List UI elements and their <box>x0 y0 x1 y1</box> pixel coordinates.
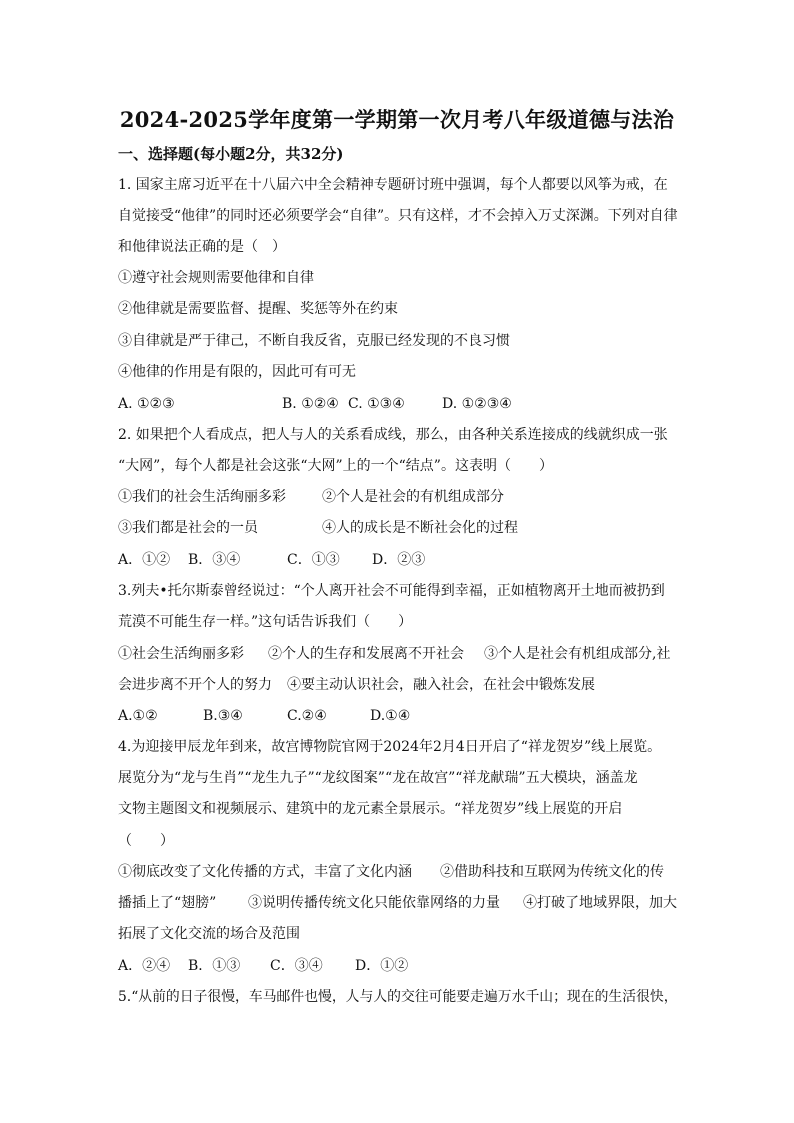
q3-stem-line-1: 3.列夫•托尔斯泰曾经说过：“个人离开社会不可能得到幸福，正如植物离开土地而被扔到 <box>118 583 665 599</box>
q3-option-b: B.③④ <box>203 708 243 724</box>
q3-stem-line-2: 荒漠不可能生存一样。”这句话告诉我们（ ） <box>118 614 413 630</box>
q4-statement-4-cont: 拓展了文化交流的场合及范围 <box>118 926 300 942</box>
q2-stem-line-1: 2. 如果把个人看成点，把人与人的关系看成线，那么，由各种关系连接成的线就织成一张 <box>118 427 668 443</box>
q4-statement-4: ④打破了地域界限，加大 <box>523 895 677 911</box>
q3-option-d: D.①④ <box>370 708 411 724</box>
q5-stem-line-1: 5.“从前的日子很慢，车马邮件也慢，人与人的交往可能要走遍万水千山；现在的生活很快， <box>118 989 678 1005</box>
q4-statement-3: ③说明传播传统文化只能依靠网络的力量 <box>248 895 500 911</box>
q4-statement-1: ①彻底改变了文化传播的方式，丰富了文化内涵 <box>118 864 412 880</box>
q3-option-c: C.②④ <box>287 708 327 724</box>
q4-stem-line-1: 4.为迎接甲辰龙年到来，故宫博物院官网于2024年2月4日开启了“祥龙贺岁”线上展览。 <box>118 739 662 755</box>
q2-stem-line-2: “大网”，每个人都是社会这张“大网”上的一个“结点”。这表明（ ） <box>118 458 553 474</box>
q1-option-a: A. ①②③ <box>118 396 175 412</box>
q4-option-a: A．②④ <box>118 958 171 974</box>
q2-statement-2: ②个人是社会的有机组成部分 <box>322 489 504 505</box>
q1-stem-line-3: 和他律说法正确的是（ ） <box>118 239 286 255</box>
q4-stem-line-2: 展览分为“龙与生肖”“龙生九子”“龙纹图案”“龙在故宫”“祥龙献瑞”五大模块，涵盖龙 <box>118 770 638 786</box>
q2-statement-3: ③我们都是社会的一员 <box>118 520 258 536</box>
q4-stem-line-3: 文物主题图文和视频展示、建筑中的龙元素全景展示。“祥龙贺岁”线上展览的开启 <box>118 801 623 817</box>
q3-statement-3: ③个人是社会有机组成部分,社 <box>484 646 671 662</box>
q1-option-d: D. ①②③④ <box>442 396 512 412</box>
q3-statement-3-cont: 会进步离不开个人的努力 <box>118 677 272 693</box>
q3-statement-2: ②个人的生存和发展离不开社会 <box>268 646 464 662</box>
q1-statement-1: ①遵守社会规则需要他律和自律 <box>118 270 314 286</box>
q2-statement-1: ①我们的社会生活绚丽多彩 <box>118 489 286 505</box>
q2-statement-4: ④人的成长是不断社会化的过程 <box>322 520 518 536</box>
q4-option-b: B．①③ <box>188 958 241 974</box>
q2-option-b: B．③④ <box>188 552 241 568</box>
q3-statement-1: ①社会生活绚丽多彩 <box>118 646 244 662</box>
exam-title: 2024-2025学年度第一学期第一次月考八年级道德与法治 <box>119 107 675 132</box>
q4-option-d: D．①② <box>355 958 409 974</box>
q4-statement-2: ②借助科技和互联网为传统文化的传 <box>440 864 664 880</box>
q3-option-a: A.①② <box>118 708 158 724</box>
q2-option-c: C．①③ <box>287 552 340 568</box>
q4-answer-bracket: （ ） <box>118 833 174 849</box>
q1-statement-3: ③自律就是严于律己，不断自我反省，克服已经发现的不良习惯 <box>118 333 510 349</box>
q1-statement-2: ②他律就是需要监督、提醒、奖惩等外在约束 <box>118 301 398 317</box>
q1-stem-line-1: 1. 国家主席习近平在十八届六中全会精神专题研讨班中强调，每个人都要以风筝为戒，在 <box>118 177 668 193</box>
q4-option-c: C．③④ <box>270 958 323 974</box>
q1-option-b: B. ①②④ <box>282 396 339 412</box>
q2-option-d: D．②③ <box>372 552 426 568</box>
q1-stem-line-2: 自觉接受“他律”的同时还必须要学会“自律”。只有这样，才不会掉入万丈深渊。下列对自律 <box>118 208 678 224</box>
q2-option-a: A．①② <box>118 552 171 568</box>
q3-statement-4: ④要主动认识社会，融入社会，在社会中锻炼发展 <box>287 677 595 693</box>
section-heading-choice: 一、选择题(每小题2分，共32分) <box>118 145 344 163</box>
q4-statement-2-cont: 播插上了“翅膀” <box>118 895 217 911</box>
q1-option-c: C. ①③④ <box>348 396 405 412</box>
q1-statement-4: ④他律的作用是有限的，因此可有可无 <box>118 364 356 380</box>
